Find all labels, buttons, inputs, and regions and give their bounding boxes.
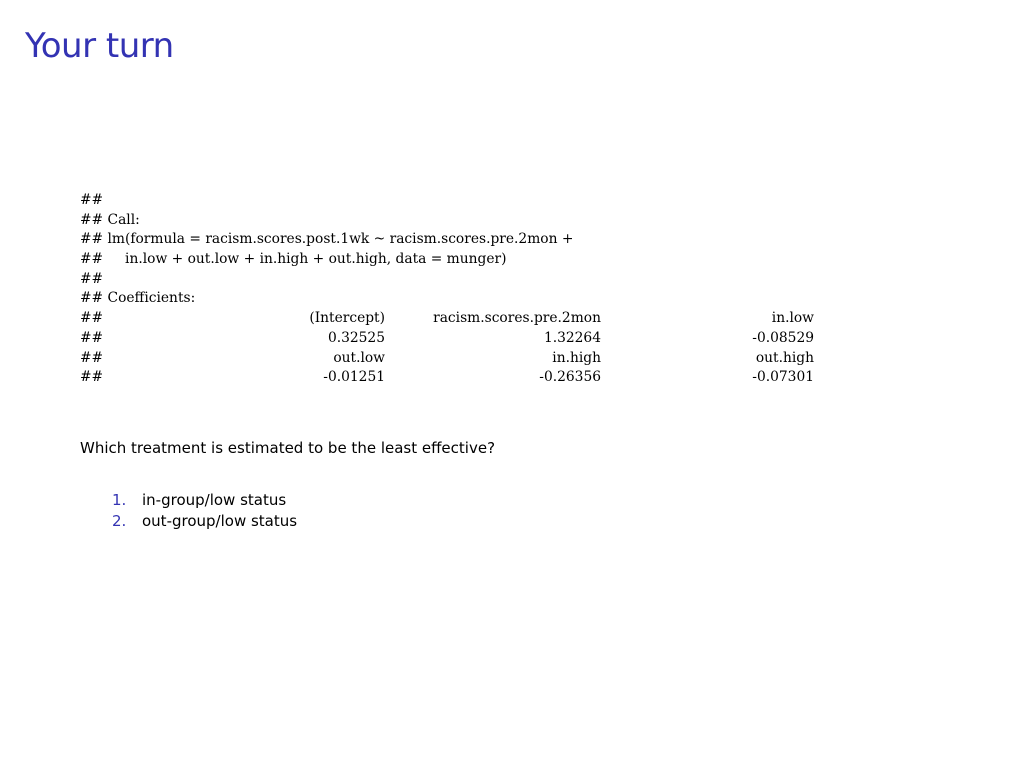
- coefficient-value-row: [80, 368, 814, 388]
- answer-option: [112, 511, 297, 532]
- coefficient-header-row: [80, 349, 814, 369]
- regression-output: [80, 191, 814, 388]
- coefficient-name: out.high: [755, 349, 814, 366]
- coefficient-name: in.high: [552, 349, 601, 366]
- coefficient-value: -0.01251: [323, 369, 385, 386]
- option-number: 2.: [112, 511, 127, 530]
- code-line: ## in.low + out.low + in.high + out.high, data = munger): [80, 251, 507, 268]
- option-label: out-group/low status: [142, 511, 298, 530]
- comment-prefix: ##: [80, 369, 104, 386]
- answer-option: [112, 490, 297, 511]
- coefficient-header-row: [80, 309, 814, 329]
- comment-prefix: ##: [80, 329, 104, 346]
- coefficient-name: in.low: [771, 310, 814, 327]
- comment-prefix: ##: [80, 310, 104, 327]
- code-line: ## Coefficients:: [80, 290, 196, 307]
- question-text: Which treatment is estimated to be the least effective?: [80, 439, 496, 457]
- coefficient-value: 0.32525: [327, 329, 385, 346]
- coefficient-name: (Intercept): [309, 310, 385, 327]
- option-label: in-group/low status: [142, 491, 287, 509]
- coefficient-value: -0.08529: [752, 329, 814, 346]
- slide-title: Your turn: [25, 26, 174, 66]
- coefficient-value: 1.32264: [543, 329, 601, 346]
- coefficient-name: out.low: [333, 349, 385, 366]
- option-number: 1.: [112, 491, 127, 509]
- code-line: ## Call:: [80, 211, 140, 228]
- comment-prefix: ##: [80, 349, 104, 366]
- code-line: ##: [80, 192, 104, 208]
- coefficient-value: -0.07301: [752, 369, 814, 386]
- coefficient-value: -0.26356: [539, 369, 601, 386]
- answer-list: [112, 490, 297, 531]
- coefficient-value-row: [80, 329, 814, 349]
- code-line: ##: [80, 270, 104, 287]
- coefficient-name: racism.scores.pre.2mon: [433, 310, 601, 327]
- code-line: ## lm(formula = racism.scores.post.1wk ~ racism.scores.pre.2mon +: [80, 231, 574, 248]
